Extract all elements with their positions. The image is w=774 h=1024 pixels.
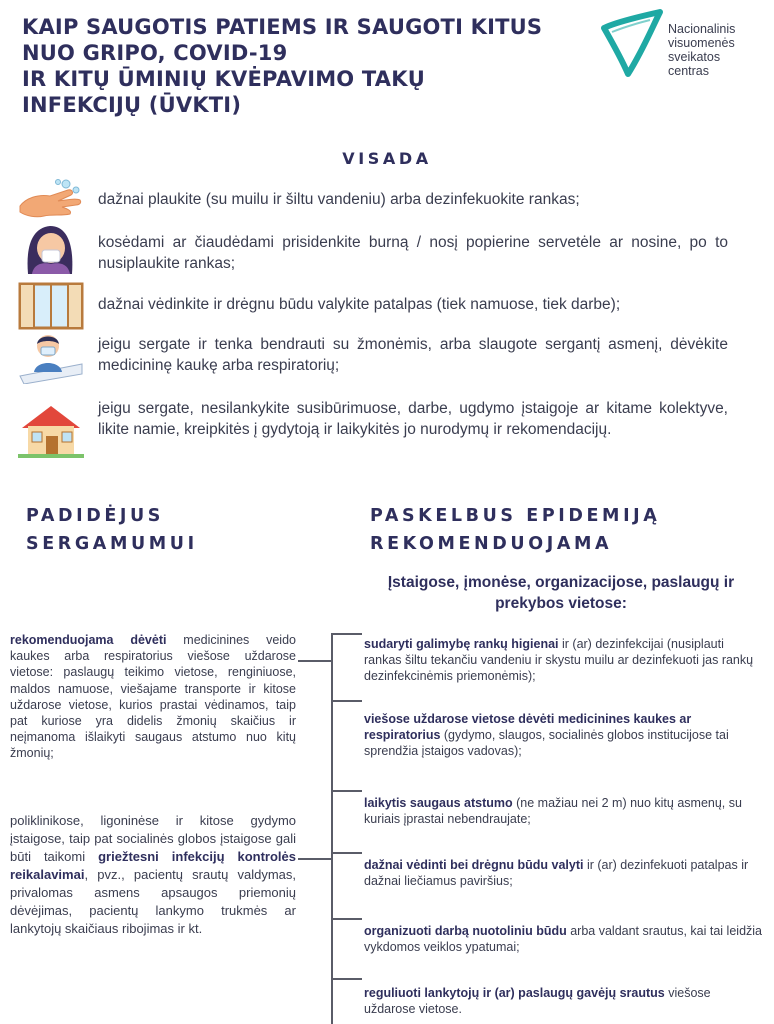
right-item-text: (gydymo, slaugos, socialinės globos institucijose tai sprendžia įstaigos vadovas);: [364, 728, 729, 759]
left-block-healthcare-pre: poliklinikose, ligoninėse ir kitose gydymo įstaigose, taip pat socialinės globos įstaigose gali būti taikomi: [10, 813, 296, 864]
right-item-bold: viešose uždarose vietose dėvėti medicinines kaukes ar respiratorius: [364, 712, 692, 743]
sneezing-person-icon: [16, 220, 86, 274]
right-item-bold: dažnai vėdinti bei drėgnu būdu valyti: [364, 858, 584, 872]
connector-right-4: [332, 852, 362, 854]
right-item: [364, 857, 762, 889]
connector-left-2: [298, 858, 332, 860]
connector-right-1: [332, 633, 362, 635]
right-item-text: ir (ar) dezinfekuoti patalpas ir dažnai liečiamus paviršius;: [364, 858, 749, 889]
connector-left-1: [298, 660, 332, 662]
right-item-text: viešose uždarose vietose.: [364, 986, 711, 1017]
left-block-masks-text: medicinines veido kaukes arba respiratorius viešose uždarose vietose: paslaugų teikimo vietose, renginiuose, maldos namuose, viešajame transporte ir kitose uždarose vietose, kurios prastai vėdinamos, taip pat kuriose yra didelis žmonių skaičius ir neįmanoma išlaikyti saugaus atstumo nuo kitų žmonių;: [10, 633, 296, 761]
left-column-heading: PADIDĖJUS SERGAMUMUI: [26, 506, 198, 554]
right-item-text: arba valdant srautus, kai tai leidžia vykdomos veiklos ypatumai;: [364, 924, 762, 955]
always-heading: VISADA: [342, 149, 432, 168]
right-item-bold: organizuoti darbą nuotoliniu būdu: [364, 924, 567, 938]
connector-right-6: [332, 978, 362, 980]
house-icon: [16, 404, 86, 458]
right-item: [364, 795, 762, 827]
always-item-text: jeigu sergate, nesilankykite susibūrimuose, darbe, ugdymo įstaigoje ar kitame kolektyve, likite namie, kreipkitės į gydytoją ir laikykitės jo nurodymų ir rekomendacijų.: [98, 400, 728, 438]
logo-mark-icon: [598, 8, 664, 80]
page-title: KAIP SAUGOTIS PATIEMS IR SAUGOTI KITUS NUO GRIPO, COVID-19 IR KITŲ ŪMINIŲ KVĖPAVIMO TAKŲ INFEKCIJŲ (ŪVKTI): [22, 15, 543, 117]
left-block-healthcare-text: , pvz., pacientų srautų valdymas, privalomas asmens apsaugos priemonių dėvėjimas, pacientų lankymo trukmės ar lankytojų skaičiaus ribojimas ir kt.: [10, 867, 296, 936]
left-block-healthcare: [10, 812, 296, 938]
left-block-masks-bold: rekomenduojama dėvėti: [10, 633, 167, 647]
right-item: [364, 985, 762, 1017]
right-item: [364, 636, 762, 685]
masked-patient-icon: [16, 330, 86, 384]
always-item-text: kosėdami ar čiaudėdami prisidenkite burną / nosį popierine servetėle ar nosine, po to nusiplaukite rankas;: [98, 234, 728, 272]
always-item-text: dažnai vėdinkite ir drėgnu būdu valykite patalpas (tiek namuose, tiek darbe);: [98, 296, 621, 313]
right-item: [364, 711, 762, 760]
right-item-text: ir (ar) dezinfekcijai (nusiplauti rankas šiltu tekančiu vandeniu ir skystu muilu ar dezinfekuoti jas rankų dezinfekcinėmis priemonėmis);: [364, 637, 754, 684]
right-item-bold: laikytis saugaus atstumo: [364, 796, 513, 810]
always-item-text: dažnai plaukite (su muilu ir šiltu vandeniu) arba dezinfekuokite rankas;: [98, 191, 580, 208]
connector-right-2: [332, 700, 362, 702]
always-item-text: jeigu sergate ir tenka bendrauti su žmonėmis, arba slaugote sergantį asmenį, dėvėkite medicininę kaukę arba respiratorių;: [98, 336, 728, 374]
right-column-heading: PASKELBUS EPIDEMIJĄ REKOMENDUOJAMA: [370, 506, 661, 554]
right-item-bold: reguliuoti lankytojų ir (ar) paslaugų gavėjų srautus: [364, 986, 665, 1000]
open-window-icon: [16, 280, 86, 334]
connector-vertical-line: [331, 633, 333, 1024]
left-block-healthcare-bold: griežtesni infekcijų kontrolės reikalavimai: [10, 849, 296, 882]
connector-right-5: [332, 918, 362, 920]
connector-right-3: [332, 790, 362, 792]
right-item: [364, 923, 762, 955]
right-column-subheading: Įstaigose, įmonėse, organizacijose, paslaugų ir prekybos vietose:: [387, 574, 735, 612]
logo-text: Nacionalinis visuomenės sveikatos centras: [668, 22, 736, 78]
right-item-text: (ne mažiau nei 2 m) nuo kitų asmenų, su kuriais įprastai nebendraujate;: [364, 796, 742, 827]
right-item-bold: sudaryti galimybę rankų higienai: [364, 637, 559, 651]
nvsc-logo: [598, 8, 766, 98]
left-block-masks: [10, 632, 296, 762]
